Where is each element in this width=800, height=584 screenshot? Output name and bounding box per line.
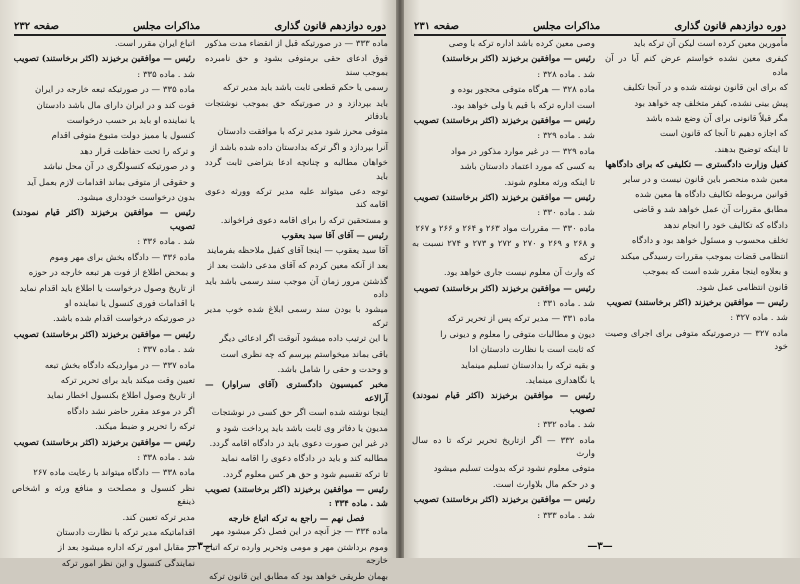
text-line: شد . ماده ۳۳۲ : xyxy=(537,420,595,431)
left-header-page-number: صفحه ۲۳۲ xyxy=(14,21,59,32)
text-line: دیون و مطالبات متوفی را معلوم و دیونی را xyxy=(440,329,595,340)
speaker-heading: مخبر کمیسیون دادگستری (آقای سراوار) — آرالاعه xyxy=(205,380,388,404)
right-header-page-number: صفحه ۲۳۱ xyxy=(414,21,459,32)
vote-line: رئیس — موافقین برخیزند (اکثر برخاستند) تصویب xyxy=(13,437,195,448)
text-line: ماده ۳۳۴ — جز آنچه در این فصل ذکر میشود مهر xyxy=(211,527,388,538)
text-line: مگر قبلاً قانونی برای آن وضع شده باشد xyxy=(645,114,788,125)
text-line: میشود با بودن سند رسمی ابلاغ شده خوب مدیر ترکه xyxy=(205,305,388,329)
text-line: و بعلاوه اینجا مقرر شده است که بموجب xyxy=(642,267,788,278)
left-page-folio: —۳— xyxy=(187,541,213,552)
vote-line: رئیس — موافقین برخیزند (اکثر برخاستند) xyxy=(441,54,595,65)
text-line: با اقدامات فوری کنسول یا نماینده او xyxy=(64,298,195,309)
text-line: توجه دعی میتواند علیه مدیر ترکه وورثه دعوی اقامه کند xyxy=(205,187,388,211)
vote-line: رئیس — موافقین برخیزند (اکثر برخاستند) تصویب xyxy=(13,329,195,340)
text-line: و ترکه را تحت حفاظت قرار دهد xyxy=(79,146,195,157)
text-line: کنسول یا ممیز دولت متبوع متوفی اقدام xyxy=(51,131,195,142)
left-page-right-column xyxy=(205,38,388,582)
text-line: ماده ۳۳۳ — در صورتیکه قبل از انقضاء مدت مذکور xyxy=(205,39,388,49)
text-line: و وحدت و حقی را شامل باشد. xyxy=(277,364,388,375)
text-line: شد . ماده ۳۲۷ : xyxy=(730,313,788,324)
text-line: که برای این قانون نوشته شده و در آنجا تکلیف xyxy=(623,83,788,94)
text-line: نمایندگی کنسول و این نظر امور ترکه xyxy=(61,558,195,569)
speaker-heading: کفیل وزارت دادگستری — تکلیفی که برای دادگاهها xyxy=(605,160,788,171)
text-line: تا اینکه ورثه معلوم شوند. xyxy=(504,177,595,188)
vote-line: رئیس — موافقین برخیزند (اکثر برخاستند) تصویب xyxy=(13,54,195,65)
text-line: قانون انتظامی عمل شود. xyxy=(696,282,788,293)
text-line: ماده ۳۳۷ — در مواردیکه دادگاه بخش تبعه xyxy=(44,360,195,371)
text-line: ماده ۳۲۷ — درصورتیکه متوفی برای اجرای وصیت خود xyxy=(605,328,788,353)
vote-line: رئیس — موافقین برخیزند (اکثر برخاستند) تصویب xyxy=(606,297,788,308)
text-line: وموم برداشتن مهر و مومی وتحریر وارده ترکه اتباع خارجه xyxy=(205,542,388,567)
text-line: و مستحقین ترکه را برای اقامه دعوی فراخواند. xyxy=(220,215,388,226)
right-page xyxy=(400,0,800,558)
right-header-title: مذاکرات مجلس xyxy=(533,21,601,32)
text-line: رسمی یا حکم قطعی ثابت باشد باید مدیر ترکه xyxy=(222,83,388,94)
text-line: شد . ماده ۳۲۸ : xyxy=(537,69,595,80)
text-line: مطالبه کند و باید در دادگاه دعوی را اقامه نماید xyxy=(220,454,388,465)
text-line: و بمحض اطلاع از فوت هر تبعه خارجه در حوزه xyxy=(28,268,195,279)
text-line: مدیون یا دفاتر وی ثابت باشد باید پرداخت شود و xyxy=(216,423,388,434)
text-line: قوانین مربوطه تکالیف دادگاه ها معین شده xyxy=(635,190,788,201)
text-line: یا نماینده او باید بر حسب درخواست xyxy=(66,116,195,127)
left-header-session: دوره دوازدهم قانون گذاری xyxy=(274,21,386,32)
text-line: از تاریخ وصول اطلاع بکنسول اخطار نماید xyxy=(46,391,195,402)
text-line: شد . ماده ۳۳۳ : xyxy=(537,510,595,521)
text-line: ماده ۳۲۸ — هرگاه متوفی محجور بوده و xyxy=(450,85,595,96)
left-page xyxy=(0,0,400,582)
text-line: فوت کند و در ایران دارای مال باشد دادستان xyxy=(36,100,195,111)
right-page-header xyxy=(414,10,786,36)
text-line: و در حکم مال بلاوارث است. xyxy=(492,479,595,490)
text-line: اقداماتیکه مدیر ترکه با نظارت دادستان xyxy=(56,528,195,538)
vote-line: رئیس — موافقین برخیزند (اکثر برخاستند) تصویب xyxy=(413,495,595,506)
text-line: وصی معین کرده باشد اداره ترکه با وصی xyxy=(448,39,595,49)
text-line: با این ترتیب داده میشود آنوقت اگر ادعائی دیگر xyxy=(219,334,388,345)
text-line: شد . ماده ۳۳۷ : xyxy=(137,345,195,356)
vote-line: رئیس — موافقین برخیزند (اکثر برخاستند) تصویب xyxy=(413,116,595,127)
text-line: آقا سید یعقوب — اینجا آقای کفیل ملاحظه بفرمایند xyxy=(206,245,388,256)
text-line: ترکه را تحریر و ضبط میکند. xyxy=(95,422,195,433)
text-line: بعد از آنکه معین کردم که آقای مدعی داشت بعد از xyxy=(207,261,388,272)
text-line: شد . ماده ۳۳۵ : xyxy=(137,69,195,80)
text-line: آنرا بپردازد و اگر ترکه بدادستان داده شده باشد از xyxy=(210,142,388,153)
vote-line: رئیس — موافقین برخیزند (اکثر برخاستند) تصویب شد . ماده ۳۳۴ : xyxy=(205,485,388,509)
text-line: از تاریخ وصول درخواست یا اطلاع باید اقدام نماید xyxy=(19,283,195,294)
text-line: فوق ادعای حقی برمتوفی بشود و حق نامبرده بموجب سند xyxy=(205,54,388,78)
right-page-columns xyxy=(412,38,788,534)
text-line: است اداره ترکه با قیم یا ولی خواهد بود. xyxy=(451,100,595,111)
text-line: در غیر این صورت دعوی باید در دادگاه اقامه گردد. xyxy=(209,438,388,449)
text-line: و ۲۶۸ و ۲۶۹ و ۲۷۰ و ۲۷۲ و ۲۷۳ و ۲۷۴ نسبت به ترکه xyxy=(412,239,595,263)
text-line: در مقابل امور ترکه اداره میشود بعد از xyxy=(58,543,195,554)
left-header-title: مذاکرات مجلس xyxy=(133,21,201,32)
text-line: انتظامی قضات بموجب مقررات رسیدگی میکند xyxy=(620,251,788,262)
text-line: بهمان طریقی خواهد بود که مطابق این قانون ترکه xyxy=(209,571,388,582)
right-page-folio: —۳— xyxy=(587,541,613,552)
text-line: شد . ماده ۳۲۹ : xyxy=(537,131,595,142)
right-page-right-column xyxy=(605,38,788,534)
text-line: شد . ماده ۳۳۸ : xyxy=(137,452,195,463)
text-line: باقی بماند میخواستم بپرسم که چه نظری است xyxy=(220,349,388,360)
text-line: معین شده منحصر باین قانون نیست و در سایر xyxy=(623,174,788,185)
text-line: شد . ماده ۳۳۶ : xyxy=(137,237,195,248)
text-line: و در صورتیکه کنسولگری در آن محل نباشد xyxy=(43,162,195,173)
text-line: ماده ۳۳۰ — مقررات مواد ۲۶۳ و ۲۶۴ و ۲۶۶ و ۲۶۷ xyxy=(415,223,595,234)
text-line: که ثابت است با نظارت دادستان ادا xyxy=(469,345,595,356)
text-line: تا اینکه توضیح بدهند. xyxy=(714,144,788,155)
text-line: و بقیه ترکه را بدادستان تسلیم مینماید xyxy=(460,360,595,371)
text-line: ماده ۳۳۶ — دادگاه بخش برای مهر وموم xyxy=(49,252,195,263)
vote-line: رئیس — موافقین برخیزند (اکثر قیام نمودند) تصویب xyxy=(12,208,195,232)
vote-line: رئیس — موافقین برخیزند (اکثر قیام نمودند) تصویب xyxy=(412,391,595,415)
left-page-header xyxy=(14,10,386,36)
text-line: خواهان مطالبه و چنانچه ادعا بتراضی ثابت گردد باید xyxy=(205,158,388,182)
text-line: مطابق مقررات آن عمل خواهد شد و قاضی xyxy=(633,205,788,216)
text-line: مأمورین معین کرده است لیکن آن ترکه باید xyxy=(633,39,788,49)
text-line: ماده ۳۲۹ — در غیر موارد مذکور در مواد xyxy=(450,146,595,157)
text-line: گذشتن مرور زمان آن موجب سند رسمی باشد باید داده xyxy=(205,276,388,300)
vote-line: رئیس — موافقین برخیزند (اکثر برخاستند) تصویب xyxy=(413,283,595,294)
text-line: تخلف محسوب و مسئول خواهد بود و دادگاه xyxy=(631,236,788,247)
text-line: شد . ماده ۳۳۰ : xyxy=(537,208,595,219)
left-page-left-column xyxy=(12,38,195,569)
text-line: و حقوقی از متوفی بماند اقدامات لازم بعمل آید xyxy=(26,177,195,188)
text-line: ماده ۳۳۸ — دادگاه میتواند با رعایت ماده ۲۶۷ xyxy=(33,468,195,479)
text-line: باید بپردازد و در صورتیکه حق بموجب نوشتجات یادفاتر xyxy=(205,98,388,123)
text-line: تعیین وقت میکند باید برای تحریر ترکه xyxy=(60,375,195,386)
text-line: پیش بینی نشده، کیفر متخلف چه خواهد بود xyxy=(634,98,788,109)
text-line: که وارث آن معلوم نیست جاری خواهد بود. xyxy=(443,268,595,279)
book-gutter xyxy=(396,0,404,558)
text-line: به کسی که مورد اعتماد دادستان باشد xyxy=(459,162,595,173)
text-line: دادگاه که تکالیف خود را انجام ندهد xyxy=(663,220,788,231)
text-line: ماده ۳۳۵ — در صورتیکه تبعه خارجه در ایران xyxy=(34,85,195,96)
text-line: مدیر ترکه تعیین کند. xyxy=(122,512,195,523)
text-line: اینجا نوشته شده است اگر حق کسی در نوشتجات xyxy=(211,408,388,419)
text-line: ماده ۳۳۱ — مدیر ترکه پس از تحریر ترکه xyxy=(447,314,595,325)
text-line: ماده ۳۳۲ — اگر ازتاریخ تحریر ترکه تا ده سال وارث xyxy=(412,435,595,459)
text-line: اتباع ایران مقرر است. xyxy=(114,39,195,49)
text-line: بدون درخواست خودداری میشود. xyxy=(77,193,195,204)
text-line: متوفی معلوم نشود ترکه بدولت تسلیم میشود xyxy=(433,464,595,475)
right-header-session: دوره دوازدهم قانون گذاری xyxy=(674,21,786,32)
text-line: یا نگاهداری مینماید. xyxy=(525,375,595,386)
text-line: اگر در موعد مقرر حاضر نشد دادگاه xyxy=(67,406,195,417)
speaker-heading: رئیس — آقای آقا سید یعقوب xyxy=(281,231,388,242)
text-line: کیفری معین نشده خواستم عرض کنم آیا در آن ماده xyxy=(605,54,788,78)
vote-line: رئیس — موافقین برخیزند (اکثر برخاستند) تصویب xyxy=(413,193,595,204)
text-line: در صورتیکه درخواست اقدام شده باشد. xyxy=(53,314,195,325)
text-line: متوفی محرز شود مدیر ترکه با موافقت دادستان xyxy=(217,127,388,138)
section-heading: فصل نهم — راجع به ترکه اتباع خارجه xyxy=(228,514,365,524)
text-line: تا ترکه تقسیم شود و حق هر کس معلوم گردد. xyxy=(222,469,388,480)
text-line: شد . ماده ۳۳۱ : xyxy=(537,298,595,309)
left-page-columns xyxy=(12,38,388,582)
right-page-left-column xyxy=(412,38,595,534)
text-line: نظر کنسول و مصلحت و منافع ورثه و اشخاص ذینفع xyxy=(12,483,195,508)
text-line: که اجازه دهیم تا آنجا که قانون است xyxy=(659,129,788,140)
